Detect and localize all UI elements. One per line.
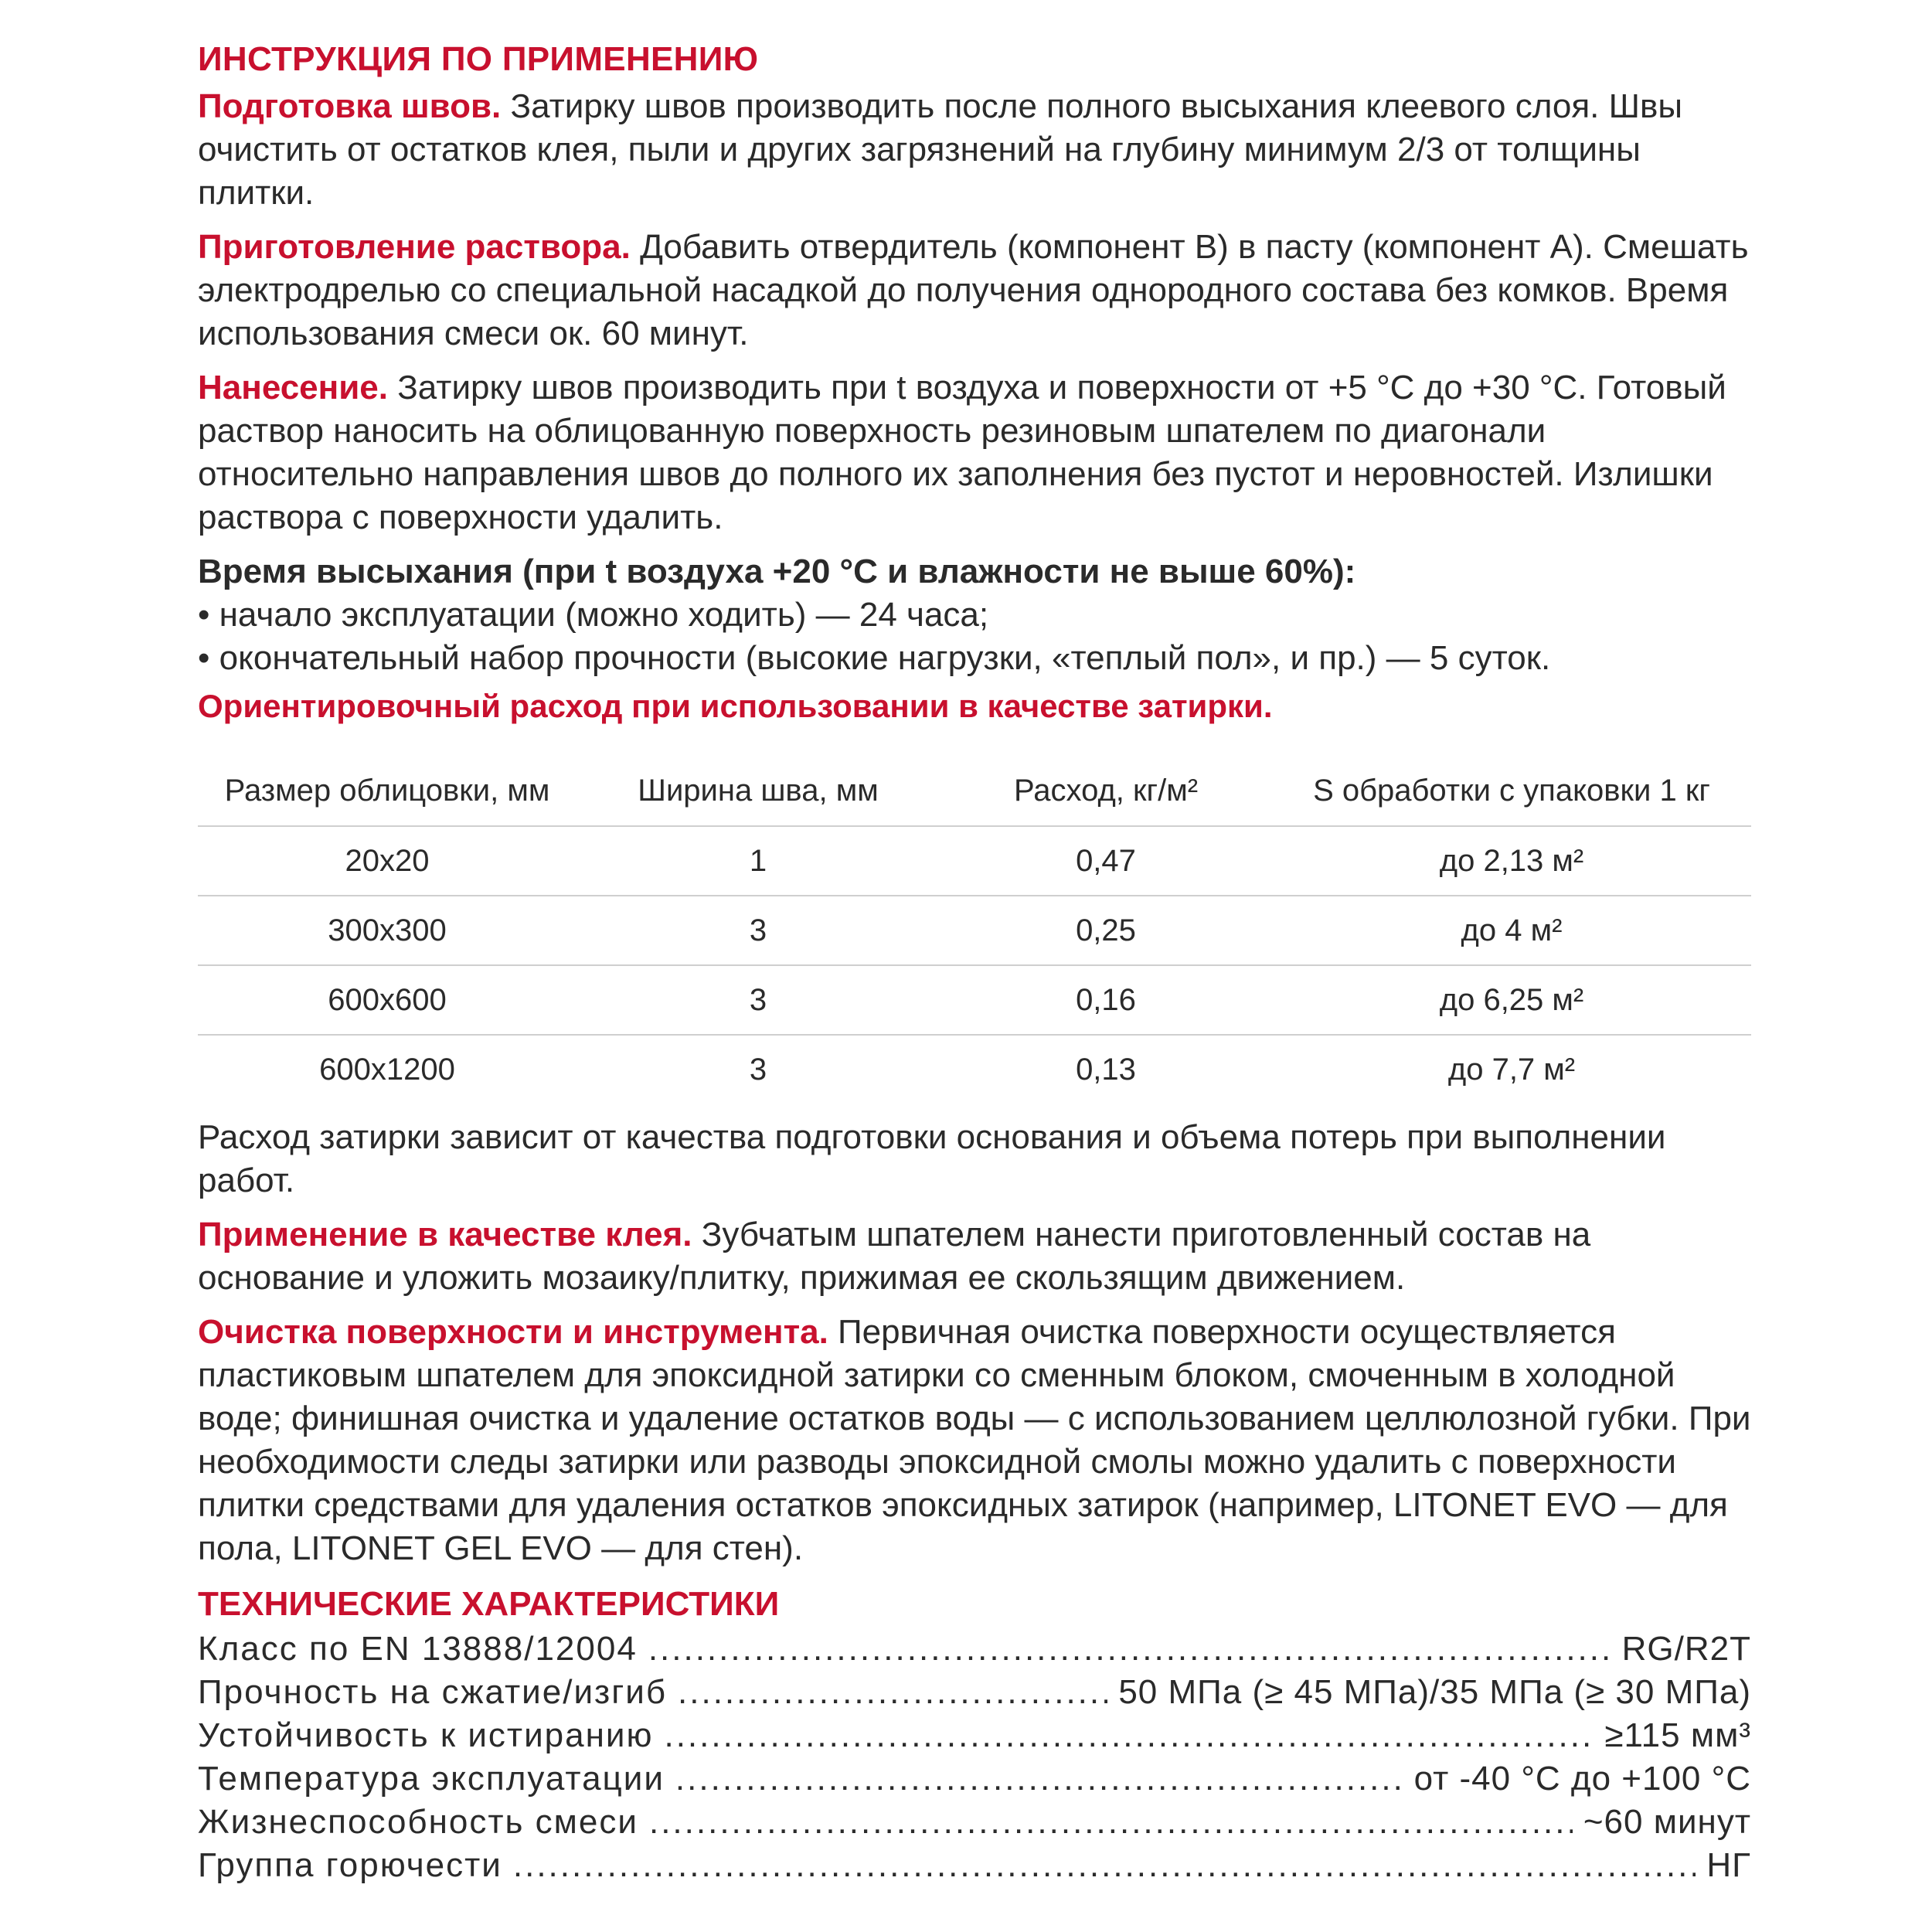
spec-row	[198, 1844, 1751, 1887]
consumption-table	[198, 756, 1751, 1104]
spec-name: Прочность на сжатие/изгиб	[198, 1673, 668, 1711]
clean-text: Первичная очистка поверхности осуществляется пластиковым шпателем для эпоксидной затирки со сменным блоком, смоченным в холодной воде; финишная очистка и удаление остатков воды — с использованием целлюлозной губки. При необходимости следы затирки или разводы эпоксидной смолы можно удалить с поверхности плитки средствами для удаления остатков эпоксидных затирок (например, LITONET EVO — для пола, LITONET GEL EVO — для стен).	[198, 1313, 1751, 1567]
table-cell: 3	[577, 896, 940, 965]
table-row	[198, 965, 1751, 1035]
spec-row	[198, 1757, 1751, 1801]
spec-name: Температура эксплуатации	[198, 1760, 665, 1798]
leader-dots	[678, 1671, 1107, 1714]
clean-lead: Очистка поверхности и инструмента.	[198, 1313, 828, 1351]
spec-value: 50 МПа (≥ 45 МПа)/35 МПа (≥ 30 МПа)	[1118, 1673, 1751, 1711]
table-cell: до 6,25 м²	[1272, 965, 1751, 1035]
spec-row	[198, 1801, 1751, 1844]
table-cell: до 2,13 м²	[1272, 826, 1751, 896]
table-row	[198, 826, 1751, 896]
table-cell: 1	[577, 826, 940, 896]
spec-value: НГ	[1706, 1846, 1751, 1884]
apply-paragraph	[198, 366, 1751, 539]
spec-value: ≥115 мм³	[1604, 1716, 1751, 1754]
table-cell: до 7,7 м²	[1447, 1052, 1576, 1087]
table-cell: 3	[577, 965, 940, 1035]
apply-text: Затирку швов производить при t воздуха и поверхности от +5 °С до +30 °С. Готовый раствор наносить на облицованную поверхность резиновым шпателем по диагонали относительно направления швов до полного их заполнения без пустот и неровностей. Излишки раствора с поверхности удалить.	[198, 369, 1726, 536]
table-row	[198, 896, 1751, 965]
spec-name: Устойчивость к истиранию	[198, 1716, 654, 1754]
column-header: Расход, кг/м²	[940, 756, 1272, 826]
spec-value: RG/R2T	[1621, 1630, 1751, 1668]
spec-name: Группа горючести	[198, 1846, 502, 1884]
consumption-note: Расход затирки зависит от качества подготовки основания и объема потерь при выполнении работ.	[198, 1118, 1666, 1199]
apply-lead: Нанесение.	[198, 369, 388, 406]
leader-dots	[675, 1757, 1403, 1801]
drying-item: • окончательный набор прочности (высокие нагрузки, «теплый пол», и пр.) — 5 суток.	[198, 639, 1551, 677]
tech-title: ТЕХНИЧЕСКИЕ ХАРАКТЕРИСТИКИ	[198, 1585, 780, 1623]
tech-specs	[198, 1628, 1751, 1887]
table-cell: 0,16	[940, 965, 1272, 1035]
table-cell: 20x20	[198, 826, 577, 896]
prep-text: Затирку швов производить после полного высыхания клеевого слоя. Швы очистить от остатков клея, пыли и других загрязнений на глубину минимум 2/3 от толщины плитки.	[198, 87, 1682, 212]
table-cell: 600x1200	[319, 1052, 455, 1087]
glue-paragraph	[198, 1213, 1751, 1300]
spec-name: Класс по EN 13888/12004	[198, 1630, 638, 1668]
table-cell: 300x300	[198, 896, 577, 965]
table-row	[198, 1035, 1751, 1104]
table-cell: 3	[749, 1052, 767, 1087]
spec-name: Жизнеспособность смеси	[198, 1803, 638, 1841]
drying-block	[198, 550, 1751, 680]
column-header: Размер облицовки, мм	[198, 756, 577, 826]
glue-lead: Применение в качестве клея.	[198, 1216, 692, 1253]
spec-row	[198, 1714, 1751, 1757]
content	[198, 36, 1751, 1887]
column-header: S обработки с упаковки 1 кг	[1272, 756, 1751, 826]
consumption-title: Ориентировочный расход при использовании в качестве затирки.	[198, 688, 1273, 724]
drying-title: Время высыхания (при t воздуха +20 °С и влажности не выше 60%):	[198, 553, 1356, 590]
table-cell: 0,47	[940, 826, 1272, 896]
spec-row	[198, 1671, 1751, 1714]
table-cell: 0,25	[940, 896, 1272, 965]
leader-dots	[664, 1714, 1594, 1757]
leader-dots	[513, 1844, 1696, 1887]
table-cell: до 4 м²	[1272, 896, 1751, 965]
mix-paragraph	[198, 226, 1751, 355]
table-header-row	[198, 756, 1751, 826]
leader-dots	[649, 1801, 1573, 1844]
prep-paragraph	[198, 85, 1751, 215]
column-header: Ширина шва, мм	[577, 756, 940, 826]
mix-lead: Приготовление раствора.	[198, 228, 631, 266]
prep-lead: Подготовка швов.	[198, 87, 502, 125]
page-title: ИНСТРУКЦИЯ ПО ПРИМЕНЕНИЮ	[198, 40, 759, 78]
glue-text: Зубчатым шпателем нанести приготовленный состав на основание и уложить мозаику/плитку, прижимая ее скользящим движением.	[198, 1216, 1591, 1297]
drying-item: • начало эксплуатации (можно ходить) — 24 часа;	[198, 596, 989, 634]
leader-dots	[648, 1628, 1611, 1671]
table-cell: 600x600	[198, 965, 577, 1035]
mix-text: Добавить отвердитель (компонент B) в пасту (компонент A). Смешать электродрелью со специальной насадкой до получения однородного состава без комков. Время использования смеси ок. 60 минут.	[198, 228, 1749, 352]
spec-value: от -40 °С до +100 °С	[1413, 1760, 1751, 1798]
spec-value: ~60 минут	[1583, 1803, 1751, 1841]
spec-row	[198, 1628, 1751, 1671]
table-cell: 0,13	[1076, 1052, 1136, 1087]
clean-paragraph	[198, 1311, 1751, 1570]
